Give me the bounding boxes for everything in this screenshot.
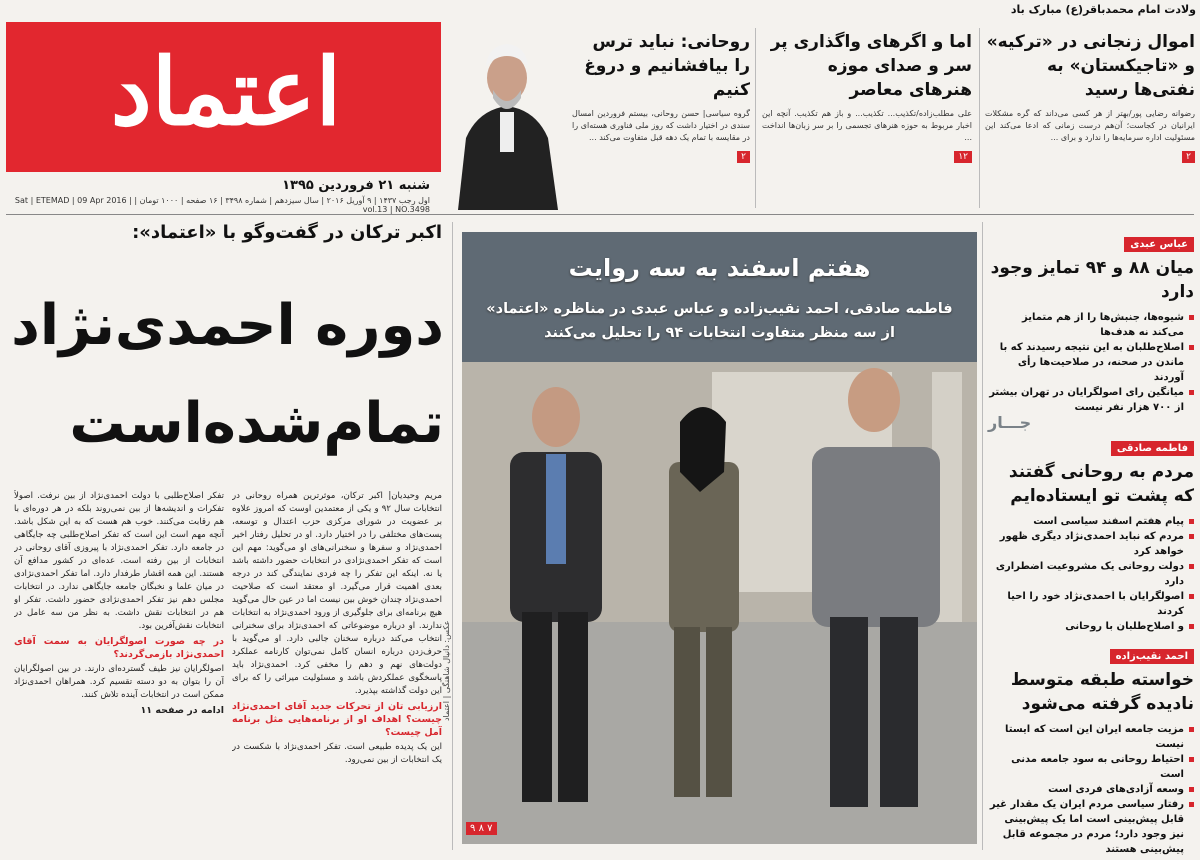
page-number-badge: ۷ ۸ ۹: [466, 822, 497, 835]
section-label: فاطمه صادقی: [1111, 441, 1194, 456]
section-label: عباس عبدی: [1124, 237, 1194, 252]
watermark-logo: جـــار: [988, 413, 1032, 432]
list-item: و اصلاح‌طلبان با روحانی: [988, 619, 1194, 634]
list-item: پیام هفتم اسفند سیاسی است: [988, 514, 1194, 529]
photo-credit: عکس: دانیال شاهنگی | اعتماد: [442, 620, 451, 721]
list-item: رفتار سیاسی مردم ایران یک مقدار غیر قابل پیش‌بینی است اما یک پیش‌بینی نیز وجود دارد؛ مردم در مجموعه قابل پیش‌بینی هستند: [988, 797, 1194, 857]
teaser-body: گروه سیاسی| حسن روحانی، بیستم فروردین امسال سندی در اختیار داشت که روز ملی فناوری هسته‌ای را در مقایسه با تمام یک دهه قبل متفاوت می‌کند ...: [572, 109, 750, 142]
photo-headline: هفتم اسفند به سه روایت: [568, 254, 871, 282]
teaser-title: روحانی: نباید ترس را بیافشانیم و دروغ کنیم: [584, 32, 750, 100]
main-headline-line-1: دوره احمدی‌نژاد: [11, 293, 444, 358]
list-item: اصلاح‌طلبان به این نتیجه رسیدند که با ماندن در صحنه، در صلاحیت‌ها رأی آوردند: [988, 340, 1194, 385]
teaser-body: رضوانه رضایی پور/بهتر از هر کسی می‌داند که گره مشکلات ایرانیان در کجاست؛ آن‌هم درست زمانی که ادعا می‌کند این مسئولیت اداره سرمایه‌ها را ندارد و برای ...: [985, 109, 1195, 142]
bullet-list: [988, 310, 1194, 415]
list-item: اصولگرایان با احمدی‌نژاد خود را احیا کردند: [988, 589, 1194, 619]
rouhani-photo: [448, 28, 566, 210]
divider: [6, 214, 1194, 215]
masthead: [6, 22, 441, 172]
article-text: تفکر اصلاح‌طلبی با دولت احمدی‌نژاد از بین نرفت. اصولاً تفکرات و اندیشه‌ها از بین نمی‌روند بلکه در هر دوره‌ای با هم رقابت می‌کنند. خوب هم هست که به این شکل باشد. آنچه مهم است این است که تفکر اصلاح‌طلبی چه جایگاهی در جامعه دارد. تفکر احمدی‌نژاد با پیروزی آقای روحانی در انتخابات از بین رفته است. عده‌ای در کشور مدافع آن هستند. این همه اقشار طرفدار دارد. اما تفکر احمدی‌نژادی در میان علما و نخبگان جامعه جایگاهی ندارد. در انتخابات مجلس دهم نیز تفکر احمدی‌نژادی حضور داشت. تفکر او هم در انتخابات نقش داشت. به نظر من سه عامل در انتخابات نقش‌آفرین بود.: [14, 491, 224, 631]
page-number-badge: ۲: [1182, 151, 1195, 163]
photo-subheadline-1: فاطمه صادقی، احمد نقیب‌زاده و عباس عبدی در مناظره «اعتماد»: [486, 301, 953, 317]
teaser-zanjani[interactable]: [985, 30, 1195, 205]
continued-link[interactable]: ادامه در صفحه ۱۱: [140, 705, 224, 716]
section-headline[interactable]: میان ۸۸ و ۹۴ تمایز وجود دارد: [990, 258, 1194, 302]
teaser-body: علی مطلب‌زاده/تکذیب... تکذیب... و باز هم تکذیب. آنچه این اخبار مربوط به حوزه هنرهای تجسمی را بر سر زبان‌ها انداخت ...: [762, 109, 972, 142]
newspaper-logo: اعتماد: [110, 38, 342, 146]
divider: [979, 28, 980, 208]
divider: [755, 28, 756, 208]
bullet-list: [988, 722, 1194, 857]
article-text: این یک پدیده طبیعی است. تفکر احمدی‌نژاد با شکست در یک انتخابات از بین نمی‌رود.: [232, 742, 442, 765]
list-item: وسعه آزادی‌های فردی است: [988, 782, 1194, 797]
bullet-list: [988, 514, 1194, 634]
issue-date: شنبه ۲۱ فروردین ۱۳۹۵: [282, 178, 430, 193]
list-item: میانگین رای اصولگرایان در تهران بیشتر از ۷۰۰ هزار نفر نیست: [988, 385, 1194, 415]
section-headline[interactable]: خواسته طبقه متوسط نادیده گرفته می‌شود: [1010, 670, 1194, 714]
interview-kicker: اکبر ترکان در گفت‌وگو با «اعتماد»:: [132, 222, 442, 243]
teaser-rouhani[interactable]: [572, 30, 750, 205]
interview-question: ارزیابی تان از تحرکات جدید آقای احمدی‌نژاد چیست؟ اهداف او از برنامه‌هایی مثل برنامه آمل چیست؟: [232, 701, 442, 738]
article-text: مریم وحیدیان| اکبر ترکان، موثرترین همراه روحانی در انتخابات سال ۹۲ و یکی از معتمدین اوست که امروز علاوه بر عضویت در شورای مرکزی حزب اعتدال و توسعه، پست‌های مختلفی را در اختیار دارد. او در تحلیل رفتار اخیر احمدی‌نژاد و سفرها و سخنرانی‌های او می‌گوید: مهم این است که تفکر احمدی‌نژادی در انتخابات حضور داشته باشد یا نه. اینکه این تفکر را چه فردی نمایندگی کند در درجه بعدی اهمیت قرار می‌گیرد. او معتقد است که صلاحیت احمدی‌نژاد چندان خوش بین نیست اما در عین حال می‌گوید هیچ برنامه‌ای برای جلوگیری از ورود احمدی‌نژاد به انتخابات ندارند. او درباره موضوعاتی که احمدی‌نژاد برای سخنرانی انتخاب می‌کند درباره سخنان جالبی دارد. او می‌گوید با حرف‌زدن درباره انسان کامل نمی‌توان کارنامه عملکرد دولت‌های نهم و دهم را مخفی کرد. احمدی‌نژاد باید پاسخگوی عملکرد‌ش باشد و مسئولیت میراثی را که برای این دولت گذاشته بپذیرد.: [232, 491, 442, 696]
main-photo[interactable]: [462, 232, 977, 844]
teaser-title: اموال زنجانی در «ترکیه» و «تاجیکستان» به نفتی‌ها رسید: [986, 32, 1195, 100]
page-number-badge: ۱۲: [954, 151, 972, 163]
main-headline-line-2: تمام‌شده‌است: [69, 391, 444, 456]
photo-subheadline-2: از سه منظر متفاوت انتخابات ۹۴ را تحلیل می‌کنند: [544, 325, 895, 341]
list-item: احتیاط روحانی به سود جامعه مدنی است: [988, 752, 1194, 782]
teaser-museum[interactable]: [762, 30, 972, 205]
divider: [982, 222, 983, 850]
list-item: مزیت جامعه ایران این است که ایستا نیست: [988, 722, 1194, 752]
section-headline[interactable]: مردم به روحانی گفتند که پشت تو ایستاده‌ایم: [1008, 462, 1194, 506]
page-number-badge: ۲: [737, 151, 750, 163]
list-item: دولت روحانی یک مشروعیت اضطراری دارد: [988, 559, 1194, 589]
issue-info: اول رجب ۱۴۳۷ | ۹ آوریل ۲۰۱۶ | سال سیزدهم | شماره ۳۴۹۸ | ۱۶ صفحه | ۱۰۰۰ تومان | Sat | ETEMAD | 09 Apr 2016 | vol.13 | NO.3498: [14, 196, 430, 214]
list-item: شیوه‌ها، جنبش‌ها را از هم متمایز می‌کند نه هدف‌ها: [988, 310, 1194, 340]
teaser-title: اما و اگرهای واگذاری پر سر و صدای موزه هنرهای معاصر: [770, 32, 972, 100]
interview-question: در چه صورت اصولگرایان به سمت آقای احمدی‌نژاد بازمی‌گردند؟: [14, 636, 224, 660]
article-column-1: [232, 490, 442, 850]
article-text: اصولگرایان نیز طیف گسترده‌ای دارند. در بین اصولگرایان آن را بتوان به دو دسته تقسیم کرد. همراهان احمدی‌نژاد ممکن است در انتخابات آینده تلاش کنند.: [14, 664, 224, 700]
article-column-2: [14, 490, 224, 850]
list-item: مردم که نباید احمدی‌نژاد دیگری ظهور خواهد کرد: [988, 529, 1194, 559]
section-label: احمد نقیب‌زاده: [1110, 649, 1194, 664]
right-column: [988, 232, 1194, 857]
tagline: ولادت امام محمدباقر(ع) مبارک باد: [1010, 3, 1196, 16]
